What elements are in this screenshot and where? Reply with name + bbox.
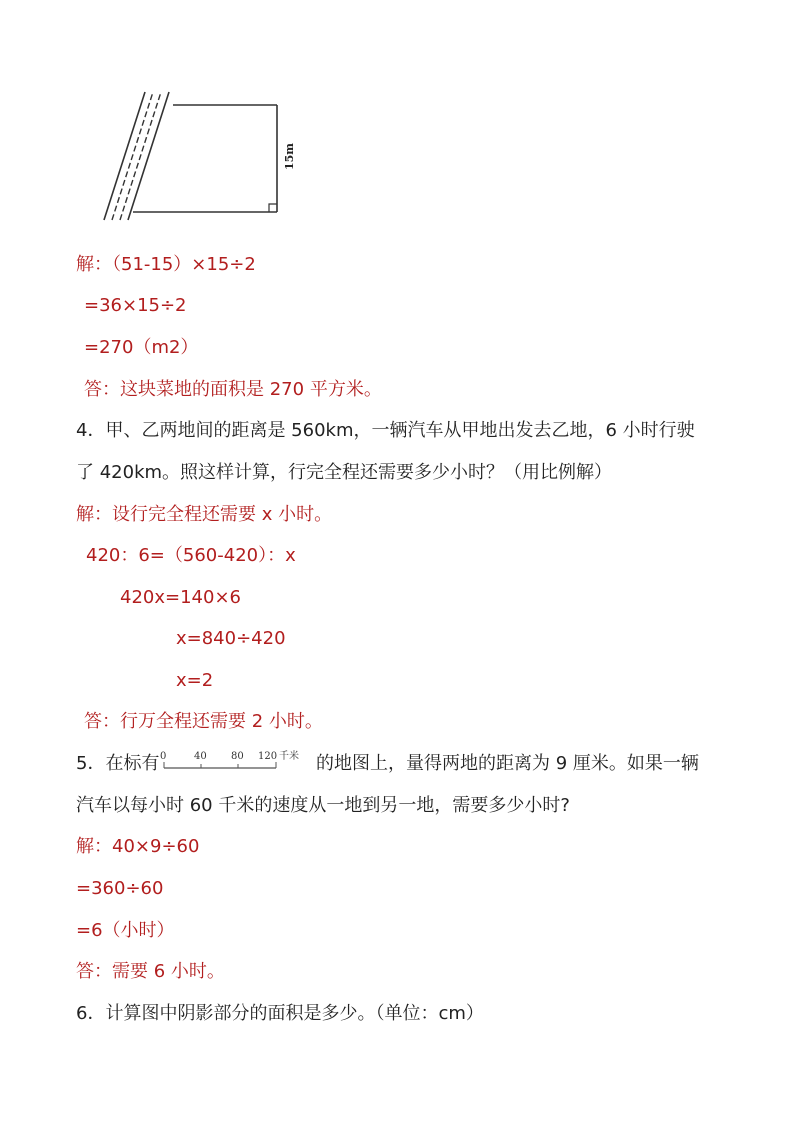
p3-solution-line-1: 解：（51-15）×15÷2 bbox=[76, 254, 256, 275]
p5-answer bbox=[76, 960, 225, 984]
p3-answer bbox=[84, 378, 382, 402]
p4-solution-step-2: x=840÷420 bbox=[176, 628, 286, 649]
road-dash-1 bbox=[112, 92, 153, 220]
p4-solution-proportion: 420：6=（560-420）：x bbox=[86, 545, 296, 566]
p5-question-line-1-suffix: 的地图上，量得两地的距离为 9 厘米。如果一辆 bbox=[316, 753, 699, 774]
p5-question-line-2: 汽车以每小时 60 千米的速度从一地到另一地，需要多少小时? bbox=[76, 795, 570, 816]
scale-tick-0: 0 bbox=[160, 751, 167, 762]
road-dash-2 bbox=[120, 92, 161, 220]
p4-answer bbox=[84, 710, 323, 734]
p5-solution-line-3: =6（小时） bbox=[76, 920, 175, 941]
p4-solution-let: 解：设行完全程还需要 x 小时。 bbox=[76, 504, 333, 525]
p3-solution-line-2: =36×15÷2 bbox=[84, 295, 187, 316]
field-figure bbox=[95, 88, 315, 228]
p5-answer-number: 6 bbox=[153, 961, 166, 982]
road-edge-left bbox=[104, 92, 145, 220]
p4-question-line-1: 4．甲、乙两地间的距离是 560km，一辆汽车从甲地出发去乙地，6 小时行驶 bbox=[76, 420, 695, 441]
p6-question: 6．计算图中阴影部分的面积是多少。（单位：cm） bbox=[76, 1003, 484, 1024]
right-angle-mark bbox=[269, 204, 277, 212]
scale-tick-80: 80 bbox=[231, 751, 244, 762]
side-length-label: 15m bbox=[283, 143, 296, 170]
scale-tick-40: 40 bbox=[194, 751, 207, 762]
p3-answer-prefix: 答：这块菜地的面积是 bbox=[84, 379, 264, 400]
p5-question-line-1-prefix: 5．在标有 bbox=[76, 753, 160, 774]
p4-answer-prefix: 答：行万全程还需要 bbox=[84, 711, 246, 732]
p4-answer-suffix: 小时。 bbox=[268, 711, 323, 732]
road-edge-right bbox=[128, 92, 169, 220]
p5-solution-line-2: =360÷60 bbox=[76, 878, 164, 899]
p4-question-line-2: 了 420km。照这样计算，行完全程还需要多少小时？（用比例解） bbox=[76, 462, 613, 483]
p3-answer-suffix: 平方米。 bbox=[309, 379, 382, 400]
p5-answer-suffix: 小时。 bbox=[170, 961, 225, 982]
p4-solution-step-3: x=2 bbox=[176, 670, 214, 691]
p3-solution-line-3: =270（m2） bbox=[84, 337, 199, 358]
scale-unit: 千米 bbox=[279, 751, 299, 762]
p3-answer-number: 270 bbox=[269, 379, 305, 400]
scale-tick-120: 120 bbox=[258, 751, 278, 762]
p5-answer-prefix: 答：需要 bbox=[76, 961, 148, 982]
p5-solution-line-1: 解：40×9÷60 bbox=[76, 836, 200, 857]
p4-solution-step-1: 420x=140×6 bbox=[120, 587, 241, 608]
p4-answer-number: 2 bbox=[251, 711, 264, 732]
map-scale-bar bbox=[158, 748, 308, 772]
